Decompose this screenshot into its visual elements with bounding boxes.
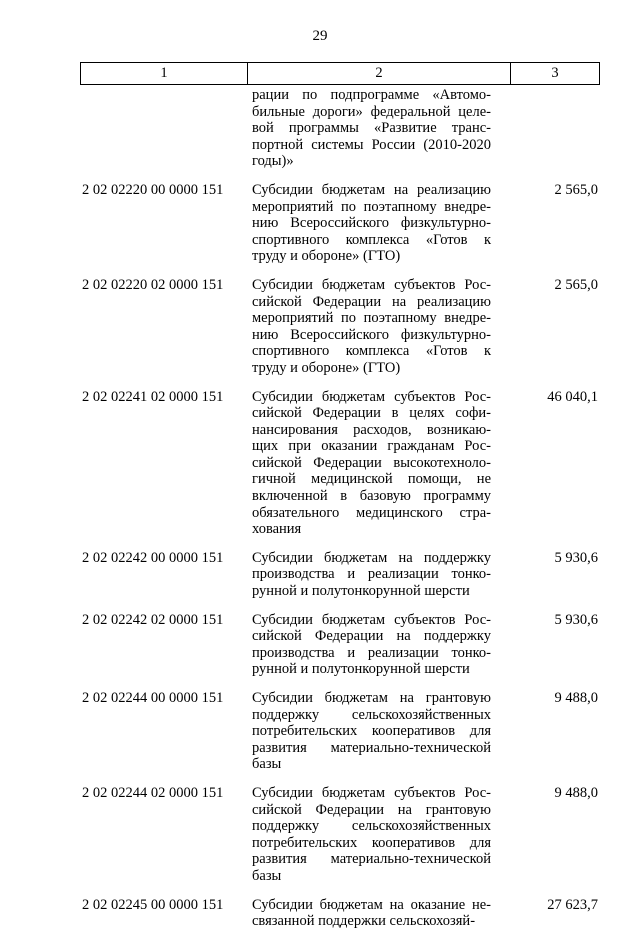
description-line: сийской Федерации на поддержку: [252, 628, 491, 645]
description-line: производства и реализации тонко-: [252, 566, 491, 583]
description-line: обязательного медицинского стра-: [252, 504, 491, 521]
description-line: нансирования расходов, возникаю-: [252, 421, 491, 438]
description-line: хования: [252, 521, 302, 538]
budget-code: 2 02 02244 00 0000 151: [82, 690, 224, 706]
budget-description: [246, 389, 491, 538]
description-line: потребительских кооперативов для: [252, 834, 491, 851]
description-line: щих при оказании гражданам Рос-: [252, 438, 491, 455]
amount-value: 27 623,7: [547, 896, 598, 913]
amount-value: 9 488,0: [554, 784, 598, 801]
description-line: нию Всероссийского физкультурно-: [252, 215, 491, 232]
budget-description: [246, 785, 491, 885]
description-line: развития материально-технической: [252, 739, 491, 756]
amount-value: 9 488,0: [554, 690, 598, 706]
page-number: 29: [312, 28, 328, 44]
description-line: Субсидии бюджетам на поддержку: [252, 549, 491, 566]
table-row: [80, 897, 600, 930]
table-row: [80, 690, 600, 773]
amount-value: 2 565,0: [554, 276, 598, 293]
budget-code: 2 02 02220 00 0000 151: [82, 181, 224, 198]
table-row: [80, 182, 600, 265]
description-line: развития материально-технической: [252, 851, 491, 868]
description-line: Субсидии бюджетам субъектов Рос-: [252, 784, 491, 801]
description-line: Субсидии бюджетам на оказание не-: [252, 896, 491, 913]
description-line: сийской Федерации на реализацию: [252, 293, 491, 310]
description-line: вой программы «Развитие транс-: [252, 120, 491, 137]
budget-description: [246, 550, 491, 600]
budget-code: 2 02 02242 00 0000 151: [82, 549, 224, 566]
amount-value: 5 930,6: [554, 549, 598, 566]
table-row: [80, 612, 600, 678]
table-header: [80, 62, 600, 85]
budget-description: [246, 690, 491, 773]
description-line: спортивного комплекса «Готов к: [252, 343, 491, 360]
description-line: нию Всероссийского физкультурно-: [252, 326, 491, 343]
description-line: производства и реализации тонко-: [252, 644, 491, 661]
description-line: рунной и полутонкорунной шерсти: [252, 583, 470, 600]
description-line: Субсидии бюджетам на реализацию: [252, 181, 491, 198]
description-line: мероприятий по поэтапному внедре-: [252, 198, 491, 215]
amount-value: 2 565,0: [554, 181, 598, 198]
description-line: труду и обороне» (ГТО): [252, 359, 401, 376]
table-row: [80, 785, 600, 885]
description-line: базы: [252, 756, 282, 773]
table-row: [80, 389, 600, 538]
header-col-3: 3: [551, 65, 559, 82]
table-row: [80, 550, 600, 600]
description-line: потребительских кооперативов для: [252, 723, 491, 740]
description-line: спортивного комплекса «Готов к: [252, 231, 491, 248]
description-line: Субсидии бюджетам на грантовую: [252, 690, 491, 706]
description-line: связанной поддержки сельскохозяй-: [252, 913, 476, 930]
description-line: сийской Федерации высокотехноло-: [252, 454, 491, 471]
budget-code: 2 02 02241 02 0000 151: [82, 388, 224, 405]
budget-code: [80, 87, 246, 170]
description-line: базы: [252, 867, 282, 884]
budget-description: [246, 87, 491, 170]
description-line: годы)»: [252, 153, 294, 170]
budget-code: 2 02 02242 02 0000 151: [82, 611, 224, 628]
budget-code: 2 02 02244 02 0000 151: [82, 784, 224, 801]
budget-table: [80, 62, 600, 930]
description-line: портной системы России (2010-2020: [252, 136, 491, 153]
description-line: включенной в базовую программу: [252, 488, 491, 505]
description-line: сийской Федерации в целях софи-: [252, 405, 491, 422]
table-row: [80, 87, 600, 170]
description-line: поддержку сельскохозяйственных: [252, 818, 491, 835]
header-col-1: 1: [81, 63, 248, 84]
budget-description: [246, 182, 491, 265]
description-line: Субсидии бюджетам субъектов Рос-: [252, 611, 491, 628]
budget-description: [246, 897, 491, 930]
header-col-2: 2: [248, 63, 511, 84]
description-line: труду и обороне» (ГТО): [252, 248, 401, 265]
description-line: рации по подпрограмме «Автомо-: [252, 87, 491, 103]
budget-code: 2 02 02220 02 0000 151: [82, 276, 224, 293]
description-line: рунной и полутонкорунной шерсти: [252, 661, 470, 678]
description-line: гичной медицинской помощи, не: [252, 471, 491, 488]
table-body: [80, 87, 600, 930]
description-line: мероприятий по поэтапному внедре-: [252, 310, 491, 327]
description-line: Субсидии бюджетам субъектов Рос-: [252, 276, 491, 293]
amount-value: [491, 87, 600, 170]
description-line: Субсидии бюджетам субъектов Рос-: [252, 388, 491, 405]
budget-description: [246, 277, 491, 377]
description-line: поддержку сельскохозяйственных: [252, 706, 491, 723]
amount-value: 46 040,1: [547, 388, 598, 405]
amount-value: 5 930,6: [554, 611, 598, 628]
description-line: бильные дороги» федеральной целе-: [252, 103, 491, 120]
description-line: сийской Федерации на грантовую: [252, 801, 491, 818]
budget-code: 2 02 02245 00 0000 151: [82, 896, 224, 913]
table-row: [80, 277, 600, 377]
budget-description: [246, 612, 491, 678]
